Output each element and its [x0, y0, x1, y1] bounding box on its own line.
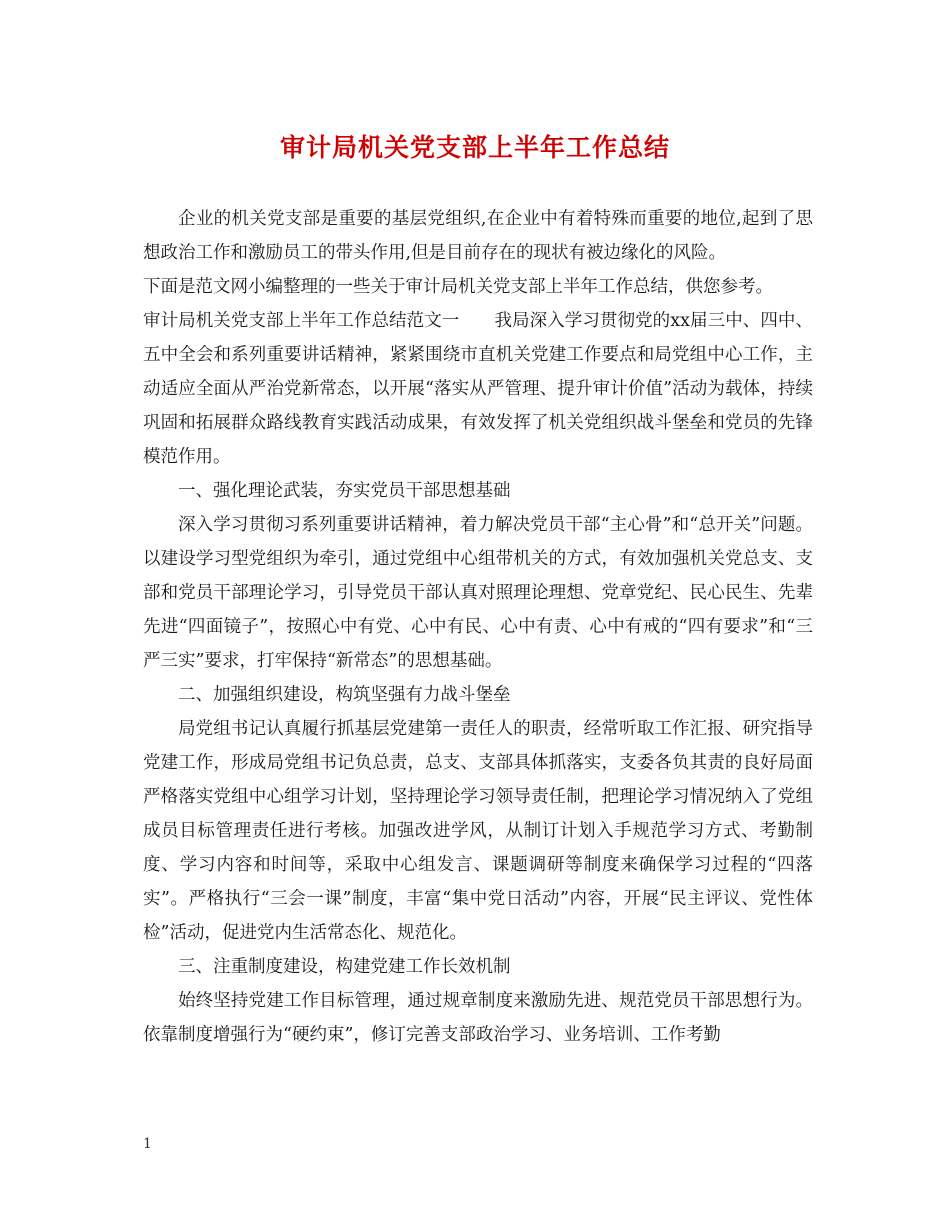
paragraph-section-1: 深入学习贯彻习系列重要讲话精神，着力解决党员干部“主心骨”和“总开关”问题。以建设学习型党组织为牵引，通过党组中心组带机关的方式，有效加强机关党总支、支部和党员干部理论学习，引导党员干部认真对照理论理想、党章党纪、民心民生、先辈先进“四面镜子”，按照心中有党、心中有民、心中有责、心中有戒的“四有要求”和“三严三实”要求，打牢保持“新常态”的思想基础。	[143, 515, 813, 671]
paragraph-section-3: 始终坚持党建工作目标管理，通过规章制度来激励先进、规范党员干部思想行为。依靠制度增强行为“硬约束”，修订完善支部政治学习、业务培训、工作考勤	[143, 991, 813, 1045]
paragraph-section-2: 局党组书记认真履行抓基层党建第一责任人的职责，经常听取工作汇报、研究指导党建工作，形成局党组书记负总责，总支、支部具体抓落实，支委各负其责的良好局面严格落实党组中心组学习计划，坚持理论学习领导责任制，把理论学习情况纳入了党组成员目标管理责任进行考核。加强改进学风，从制订计划入手规范学习方式、考勤制度、学习内容和时间等，采取中心组发言、课题调研等制度来确保学习过程的“四落实”。严格执行“三会一课”制度，丰富“集中党日活动”内容，开展“民主评议、党性体检”活动，促进党内生活常态化、规范化。	[143, 719, 813, 943]
section-heading-1: 一、强化理论武装，夯实党员干部思想基础	[178, 481, 511, 501]
section-heading-2: 二、加强组织建设，构筑坚强有力战斗堡垒	[178, 685, 511, 705]
page-number: 1	[143, 1136, 152, 1152]
paragraph-intro: 企业的机关党支部是重要的基层党组织,在企业中有着特殊而重要的地位,起到了思想政治工作和激励员工的带头作用,但是目前存在的现状有被边缘化的风险。	[143, 209, 813, 263]
section-heading-3: 三、注重制度建设，构建党建工作长效机制	[178, 957, 511, 977]
document-title: 审计局机关党支部上半年工作总结	[279, 133, 670, 162]
paragraph-editor-note: 下面是范文网小编整理的一些关于审计局机关党支部上半年工作总结，供您参考。	[143, 277, 773, 297]
document-body	[143, 202, 813, 1052]
paragraph-sample-one: 审计局机关党支部上半年工作总结范文一 我局深入学习贯彻党的xx届三中、四中、五中全会和系列重要讲话精神，紧紧围绕市直机关党建工作要点和局党组中心工作，主动适应全面从严治党新常态，以开展“落实从严管理、提升审计价值”活动为载体，持续巩固和拓展群众路线教育实践活动成果，有效发挥了机关党组织战斗堡垒和党员的先锋模范作用。	[143, 311, 813, 467]
